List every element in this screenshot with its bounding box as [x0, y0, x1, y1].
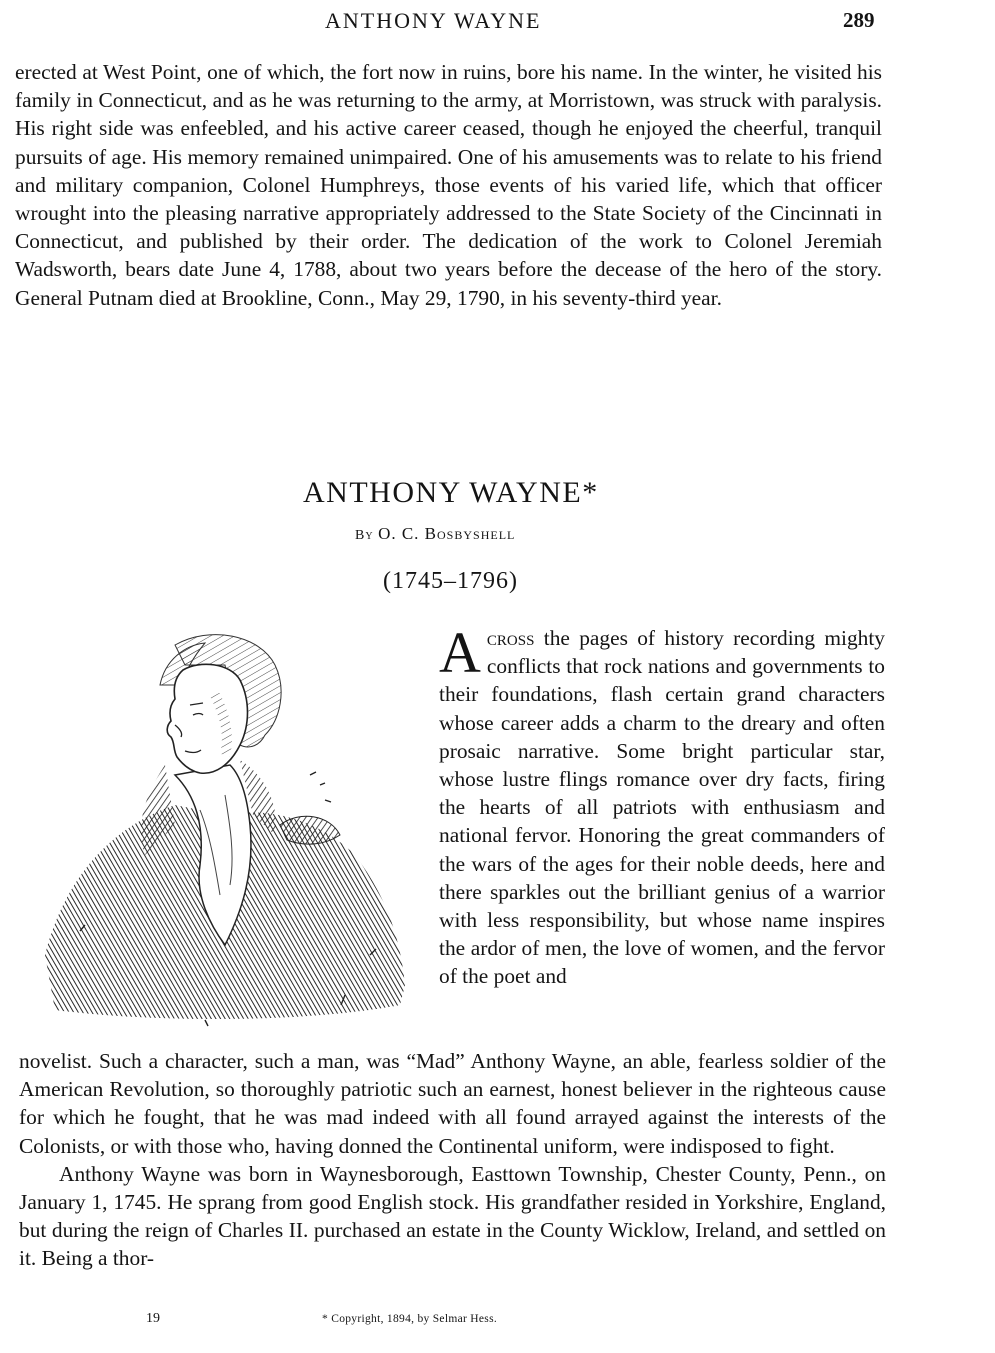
page-number: 289 [843, 8, 875, 32]
continuation-paragraph: novelist. Such a character, such a man, was “Mad” Anthony Wayne, an able, fearless soldier of the American Revolution, so thoroughly patriotic such an earnest, honest believer in the righteous cause for which he fought, that he was mad indeed with all found arrayed against the interests of the Colonists, or with those who, having donned the Continental uniform, were indisposed to fight. [19, 1049, 886, 1158]
article-title: ANTHONY WAYNE* [303, 476, 599, 509]
page-footer [0, 1311, 995, 1333]
portrait-engraving [25, 625, 415, 1035]
intro-column [439, 620, 885, 991]
copyright-footnote: * Copyright, 1894, by Selmar Hess. [322, 1313, 498, 1325]
signature-mark: 19 [146, 1311, 160, 1326]
article-body [19, 1047, 886, 1273]
previous-article-text: erected at West Point, one of which, the fort now in ruins, bore his name. In the winter, he visited his family in Connecticut, and as he was returning to the army, at Morristown, was struck with paralysis. His right side was enfeebled, and his active career ceased, though he enjoyed the cheerful, tranquil pursuits of age. His memory remained unimpaired. One of his amusements was to relate to his friend and military companion, Colonel Humphreys, those events of his varied life, which that officer wrought into the pleasing narrative appropriately addressed to the State Society of the Cincinnati in Connecticut, and published by their order. The dedication of the work to Colonel Jeremiah Wadsworth, bears date June 4, 1788, about two years before the decease of the hero of the story. General Putnam died at Brookline, Conn., May 29, 1790, in his seventy-third year. [15, 60, 882, 310]
intro-text: the pages of history recording mighty conflicts that rock nations and governments to their foundations, flash certain grand characters whose career adds a charm to the dreary and often prosaic narrative. Some bright particular star, whose lustre flings romance over dry facts, firing the hearts of all patriots with enthusiasm and national fervor. Honoring the great commanders of the wars of the ages for their noble deeds, here and there sparkles out the brilliant genius of a warrior with less responsibility, but whose name inspires the ardor of men, the love of women, and the fervor of the poet and [439, 626, 885, 989]
running-head [0, 8, 995, 38]
running-title: ANTHONY WAYNE [325, 8, 542, 33]
second-paragraph: Anthony Wayne was born in Waynesborough, Easttown Township, Chester County, Penn., on January 1, 1745. He sprang from good English stock. His grandfather resided in Yorkshire, England, but during the reign of Charles II. purchased an estate in the County Wicklow, Ireland, and settled on it. Being a thor- [19, 1161, 886, 1271]
drop-cap: A [439, 620, 481, 685]
first-word-rest: cross [486, 626, 535, 650]
epaulette-shape [280, 816, 340, 844]
byline [355, 524, 515, 544]
byline-prefix: By [355, 528, 374, 543]
byline-author: O. C. Bosbyshell [378, 524, 516, 543]
face-shape [167, 664, 247, 773]
life-dates: (1745–1796) [383, 568, 518, 594]
